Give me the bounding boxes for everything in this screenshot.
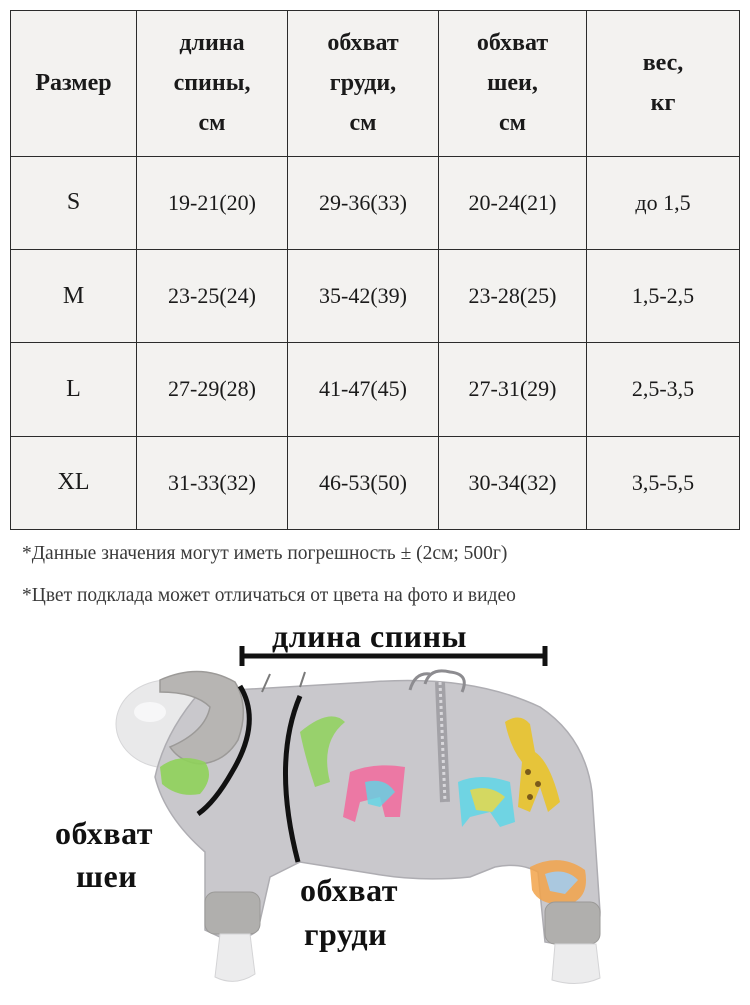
chest-cell: 29-36(33) [288,156,439,249]
neck-girth-label-line2: шеи [76,858,138,894]
weight-cell: до 1,5 [587,156,740,249]
neck-cell: 23-28(25) [439,249,587,342]
neck-girth-label-line1: обхват [55,815,153,851]
size-cell: XL [11,436,137,529]
back-length-cell: 19-21(20) [137,156,288,249]
neck-cell: 27-31(29) [439,343,587,436]
garment-diagram [0,612,750,1000]
table-row [11,156,740,249]
size-chart-table [10,10,740,530]
neck-cell: 20-24(21) [439,156,587,249]
back-length-cell: 27-29(28) [137,343,288,436]
back-length-cell: 31-33(32) [137,436,288,529]
mannequin-feet-icon [215,934,600,984]
back-length-label: длина спины [272,618,468,654]
chest-girth-label-line1: обхват [300,872,398,908]
header-size: Размер [11,11,137,157]
back-length-cell: 23-25(24) [137,249,288,342]
table-row [11,436,740,529]
weight-cell: 1,5-2,5 [587,249,740,342]
table-header-row [11,11,740,157]
tolerance-note: *Данные значения могут иметь погрешность ± (2см; 500г) [22,543,508,564]
weight-cell: 3,5-5,5 [587,436,740,529]
weight-cell: 2,5-3,5 [587,343,740,436]
header-weight: вес, кг [587,11,740,157]
header-back-length: длина спины, см [137,11,288,157]
header-neck: обхват шеи, см [439,11,587,157]
size-cell: L [11,343,137,436]
chest-cell: 41-47(45) [288,343,439,436]
table-row [11,343,740,436]
chest-girth-label-line2: груди [304,916,388,952]
chest-cell: 46-53(50) [288,436,439,529]
size-cell: M [11,249,137,342]
neck-cell: 30-34(32) [439,436,587,529]
size-cell: S [11,156,137,249]
size-table-container [10,10,740,530]
header-chest: обхват груди, см [288,11,439,157]
chest-cell: 35-42(39) [288,249,439,342]
lining-color-note: *Цвет подклада может отличаться от цвета на фото и видео [22,585,516,606]
table-row [11,249,740,342]
